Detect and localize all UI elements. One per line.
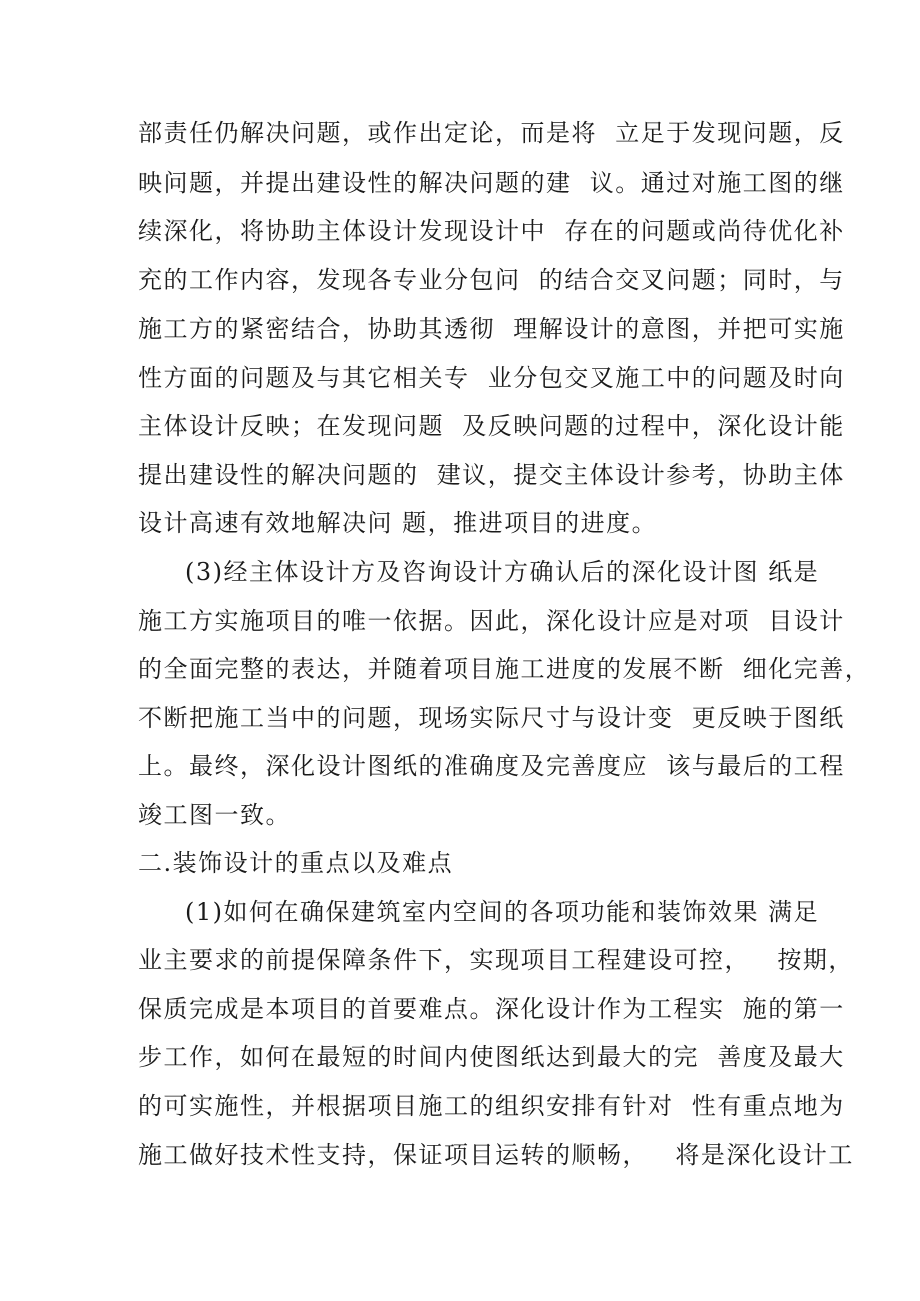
paragraph-line: 保质完成是本项目的首要难点。深化设计作为工程实 施的第一	[138, 995, 845, 1023]
paragraph-line: 施工方实施项目的唯一依据。因此，深化设计应是对项 目设计	[138, 607, 845, 635]
paragraph-line: 上。最终，深化设计图纸的准确度及完善度应 该与最后的工程	[138, 752, 845, 780]
paragraph-line: 业主要求的前提保障条件下，实现项目工程建设可控， 按期，	[138, 946, 854, 974]
paragraph-line: (1)如何在确保建筑室内空间的各项功能和装饰效果 满足	[185, 898, 820, 926]
paragraph-line: 充的工作内容，发现各专业分包问 的结合交叉问题；同时，与	[138, 266, 845, 294]
paragraph-line: 步工作，如何在最短的时间内使图纸达到最大的完 善度及最大	[138, 1043, 845, 1071]
paragraph-line: 映问题，并提出建设性的解决问题的建 议。通过对施工图的继	[138, 169, 845, 197]
paragraph-line: 部责任仍解决问题，或作出定论，而是将 立足于发现问题，反	[138, 119, 845, 147]
paragraph-line: 续深化，将协助主体设计发现设计中 存在的问题或尚待优化补	[138, 217, 845, 245]
paragraph-line: (3)经主体设计方及咨询设计方确认后的深化设计图 纸是	[185, 558, 820, 586]
paragraph-line: 施工方的紧密结合，协助其透彻 理解设计的意图，并把可实施	[138, 315, 845, 343]
paragraph-line: 的可实施性，并根据项目施工的组织安排有针对 性有重点地为	[138, 1092, 845, 1120]
paragraph-line: 设计高速有效地解决问 题，推进项目的进度。	[138, 509, 658, 537]
paragraph-line: 主体设计反映；在发现问题 及反映问题的过程中，深化设计能	[138, 412, 845, 440]
paragraph-line: 提出建设性的解决问题的 建议，提交主体设计参考，协助主体	[138, 461, 845, 489]
paragraph-line: 的全面完整的表达，并随着项目施工进度的发展不断 细化完善，	[138, 655, 871, 683]
paragraph-line: 性方面的问题及与其它相关专 业分包交叉施工中的问题及时向	[138, 364, 845, 392]
section-heading: 二.装饰设计的重点以及难点	[138, 849, 454, 877]
paragraph-line: 竣工图一致。	[138, 801, 291, 829]
paragraph-line: 施工做好技术性支持，保证项目运转的顺畅， 将是深化设计工	[138, 1141, 854, 1169]
paragraph-line: 不断把施工当中的问题，现场实际尺寸与设计变 更反映于图纸	[138, 704, 845, 732]
